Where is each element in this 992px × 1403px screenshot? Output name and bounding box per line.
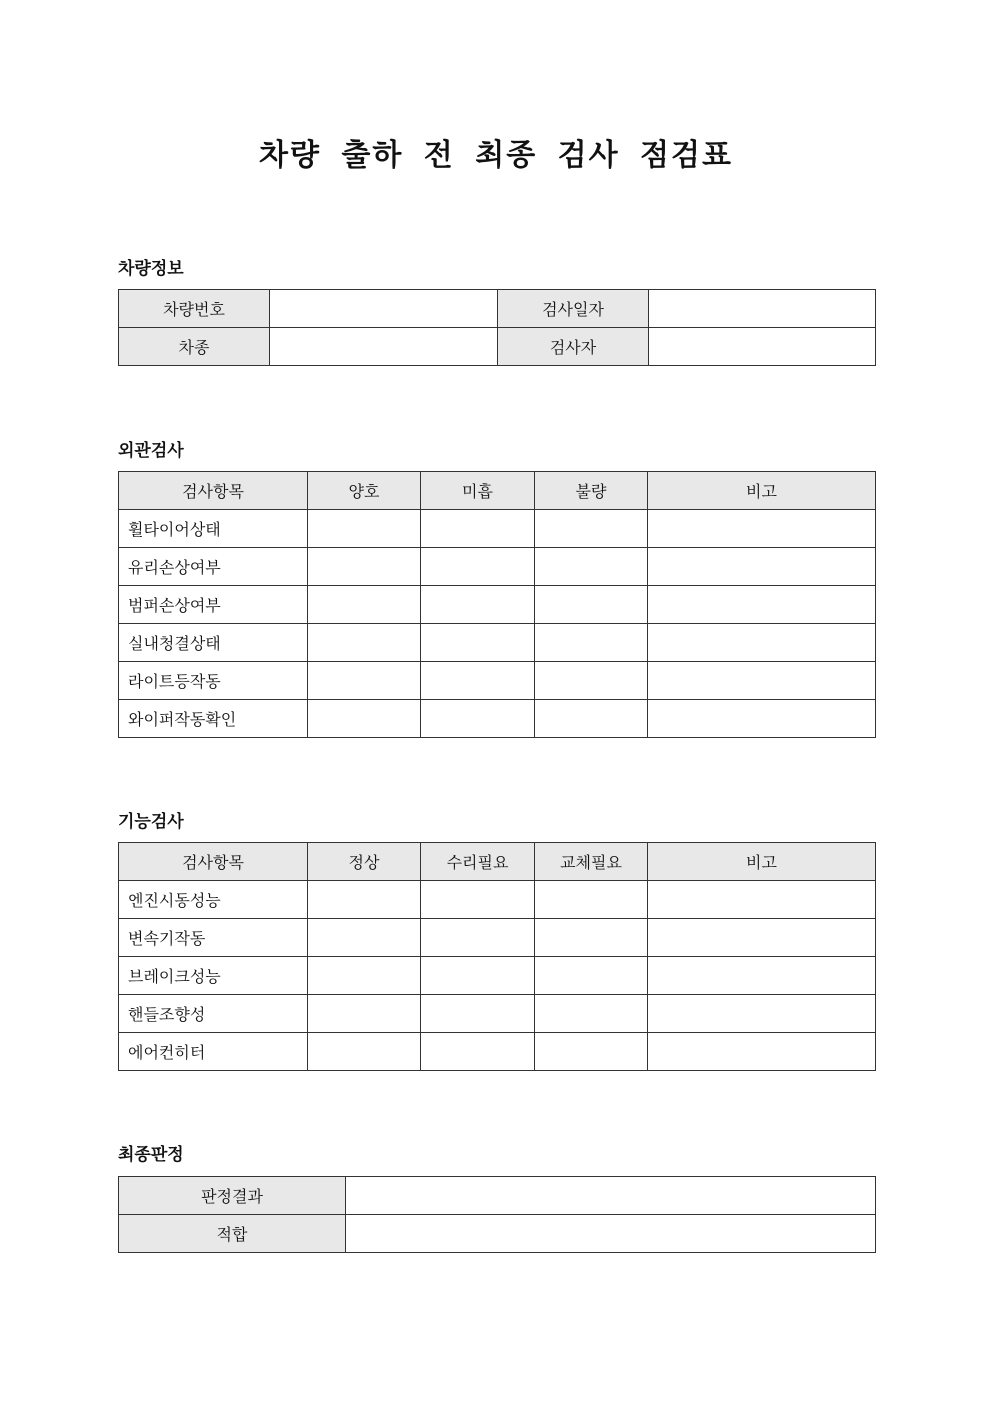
table-row [119,510,876,548]
note-cell[interactable] [648,548,876,586]
check-cell[interactable] [421,1033,535,1071]
exterior-table [118,471,876,738]
note-cell[interactable] [648,510,876,548]
header-cell: 검사항목 [119,843,308,881]
table-row [119,586,876,624]
check-cell[interactable] [308,919,421,957]
check-cell[interactable] [421,995,535,1033]
table-row [119,1215,876,1253]
item-label: 유리손상여부 [119,548,308,586]
check-cell[interactable] [421,624,535,662]
item-label: 실내청결상태 [119,624,308,662]
note-cell[interactable] [648,662,876,700]
header-cell: 교체필요 [535,843,648,881]
check-cell[interactable] [421,957,535,995]
check-cell[interactable] [535,957,648,995]
inspection-date-label: 검사일자 [498,290,649,328]
check-cell[interactable] [308,586,421,624]
note-cell[interactable] [648,881,876,919]
check-cell[interactable] [421,510,535,548]
pass-field[interactable] [346,1215,876,1253]
check-cell[interactable] [421,700,535,738]
check-cell[interactable] [421,881,535,919]
inspector-label: 검사자 [498,328,649,366]
check-cell[interactable] [535,662,648,700]
header-cell: 정상 [308,843,421,881]
header-cell: 비고 [648,472,876,510]
item-label: 라이트등작동 [119,662,308,700]
note-cell[interactable] [648,957,876,995]
check-cell[interactable] [535,624,648,662]
header-cell: 양호 [308,472,421,510]
item-label: 와이퍼작동확인 [119,700,308,738]
check-cell[interactable] [308,624,421,662]
item-label: 범퍼손상여부 [119,586,308,624]
item-label: 변속기작동 [119,919,308,957]
check-cell[interactable] [308,957,421,995]
table-row [119,662,876,700]
note-cell[interactable] [648,1033,876,1071]
check-cell[interactable] [421,919,535,957]
final-table [118,1176,876,1253]
table-row [119,1033,876,1071]
vehicle-number-field[interactable] [270,290,498,328]
item-label: 휠타이어상태 [119,510,308,548]
table-header-row [119,843,876,881]
table-row [119,1177,876,1215]
table-row [119,995,876,1033]
inspection-date-field[interactable] [649,290,876,328]
table-row [119,548,876,586]
check-cell[interactable] [308,662,421,700]
check-cell[interactable] [535,548,648,586]
item-label: 핸들조향성 [119,995,308,1033]
table-header-row [119,472,876,510]
result-field[interactable] [346,1177,876,1215]
note-cell[interactable] [648,586,876,624]
header-cell: 수리필요 [421,843,535,881]
check-cell[interactable] [308,881,421,919]
result-label: 판정결과 [119,1177,346,1215]
check-cell[interactable] [421,548,535,586]
check-cell[interactable] [421,586,535,624]
check-cell[interactable] [535,919,648,957]
note-cell[interactable] [648,700,876,738]
header-cell: 미흡 [421,472,535,510]
check-cell[interactable] [308,700,421,738]
table-row [119,957,876,995]
vehicle-info-table [118,289,876,366]
item-label: 브레이크성능 [119,957,308,995]
check-cell[interactable] [308,548,421,586]
function-table [118,842,876,1071]
header-cell: 검사항목 [119,472,308,510]
header-cell: 불량 [535,472,648,510]
item-label: 에어컨히터 [119,1033,308,1071]
check-cell[interactable] [535,700,648,738]
check-cell[interactable] [308,510,421,548]
item-label: 엔진시동성능 [119,881,308,919]
section-title-final: 최종판정 [118,1145,184,1165]
table-row [119,290,876,328]
section-title-function: 기능검사 [118,812,184,832]
note-cell[interactable] [648,995,876,1033]
section-title-exterior: 외관검사 [118,441,184,461]
pass-label: 적합 [119,1215,346,1253]
check-cell[interactable] [308,995,421,1033]
table-row [119,624,876,662]
check-cell[interactable] [535,1033,648,1071]
table-row [119,328,876,366]
table-row [119,919,876,957]
check-cell[interactable] [421,662,535,700]
page-title: 차량 출하 전 최종 검사 점검표 [259,138,733,173]
note-cell[interactable] [648,624,876,662]
header-cell: 비고 [648,843,876,881]
table-row [119,700,876,738]
section-title-vehicle-info: 차량정보 [118,259,184,279]
check-cell[interactable] [535,586,648,624]
vehicle-number-label: 차량번호 [119,290,270,328]
check-cell[interactable] [308,1033,421,1071]
check-cell[interactable] [535,881,648,919]
table-row [119,881,876,919]
check-cell[interactable] [535,510,648,548]
model-label: 차종 [119,328,270,366]
note-cell[interactable] [648,919,876,957]
check-cell[interactable] [535,995,648,1033]
inspector-field[interactable] [649,328,876,366]
model-field[interactable] [270,328,498,366]
